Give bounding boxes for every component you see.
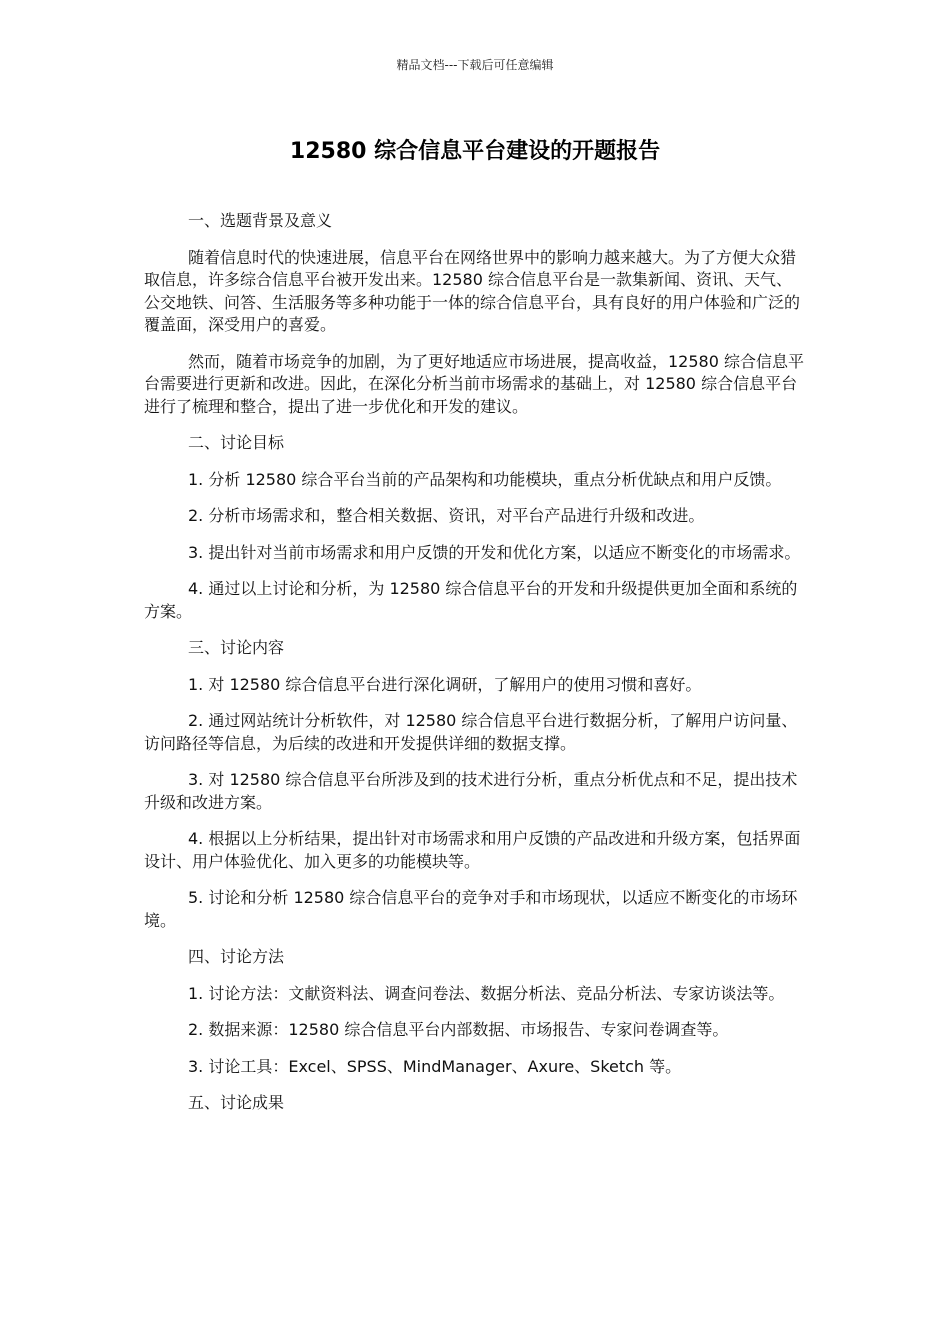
section-heading-methods: 四、讨论方法 xyxy=(188,947,285,966)
paragraph: 随着信息时代的快速进展，信息平台在网络世界中的影响力越来越大。为了方便大众猎取信息，许多综合信息平台被开发出来。12580 综合信息平台是一款集新闻、资讯、天气、公交地铁、问答、生活服务等多种功能于一体的综合信息平台，具有良好的用户体验和广泛的覆盖面，深受用户的喜爱。 xyxy=(144,247,801,334)
list-item: 4. 通过以上讨论和分析，为 12580 综合信息平台的开发和升级提供更加全面和系统的方案。 xyxy=(144,579,798,621)
list-item: 3. 提出针对当前市场需求和用户反馈的开发和优化方案，以适应不断变化的市场需求。 xyxy=(188,542,801,562)
section-heading-results: 五、讨论成果 xyxy=(188,1093,285,1112)
section-heading-goals: 二、讨论目标 xyxy=(188,433,285,452)
document-title: 12580 综合信息平台建设的开题报告 xyxy=(289,139,661,164)
list-item: 1. 讨论方法：文献资料法、调查问卷法、数据分析法、竞品分析法、专家访谈法等。 xyxy=(188,983,785,1003)
list-item: 5. 讨论和分析 12580 综合信息平台的竞争对手和市场现状，以适应不断变化的市场环境。 xyxy=(144,888,798,930)
section-heading-background: 一、选题背景及意义 xyxy=(188,211,333,230)
page-header: 精品文档---下载后可任意编辑 xyxy=(396,58,554,72)
list-item: 1. 对 12580 综合信息平台进行深化调研，了解用户的使用习惯和喜好。 xyxy=(188,674,702,694)
list-item: 2. 通过网站统计分析软件，对 12580 综合信息平台进行数据分析，了解用户访问量、访问路径等信息，为后续的改进和开发提供详细的数据支撑。 xyxy=(144,711,798,753)
section-heading-content: 三、讨论内容 xyxy=(188,638,285,657)
list-item: 4. 根据以上分析结果，提出针对市场需求和用户反馈的产品改进和升级方案，包括界面设计、用户体验优化、加入更多的功能模块等。 xyxy=(144,829,801,871)
list-item: 3. 讨论工具：Excel、SPSS、MindManager、Axure、Sketch 等。 xyxy=(188,1056,682,1076)
list-item: 3. 对 12580 综合信息平台所涉及到的技术进行分析，重点分析优点和不足，提出技术升级和改进方案。 xyxy=(144,770,798,812)
document-body xyxy=(144,210,806,1129)
list-item: 2. 数据来源：12580 综合信息平台内部数据、市场报告、专家问卷调查等。 xyxy=(188,1020,729,1039)
list-item: 1. 分析 12580 综合平台当前的产品架构和功能模块，重点分析优缺点和用户反馈。 xyxy=(188,469,782,489)
paragraph: 然而，随着市场竞争的加剧，为了更好地适应市场进展，提高收益，12580 综合信息平台需要进行更新和改进。因此，在深化分析当前市场需求的基础上，对 12580 综合信息平台进行了梳理和整合，提出了进一步优化和开发的建议。 xyxy=(144,351,804,416)
list-item: 2. 分析市场需求和，整合相关数据、资讯，对平台产品进行升级和改进。 xyxy=(188,506,705,525)
